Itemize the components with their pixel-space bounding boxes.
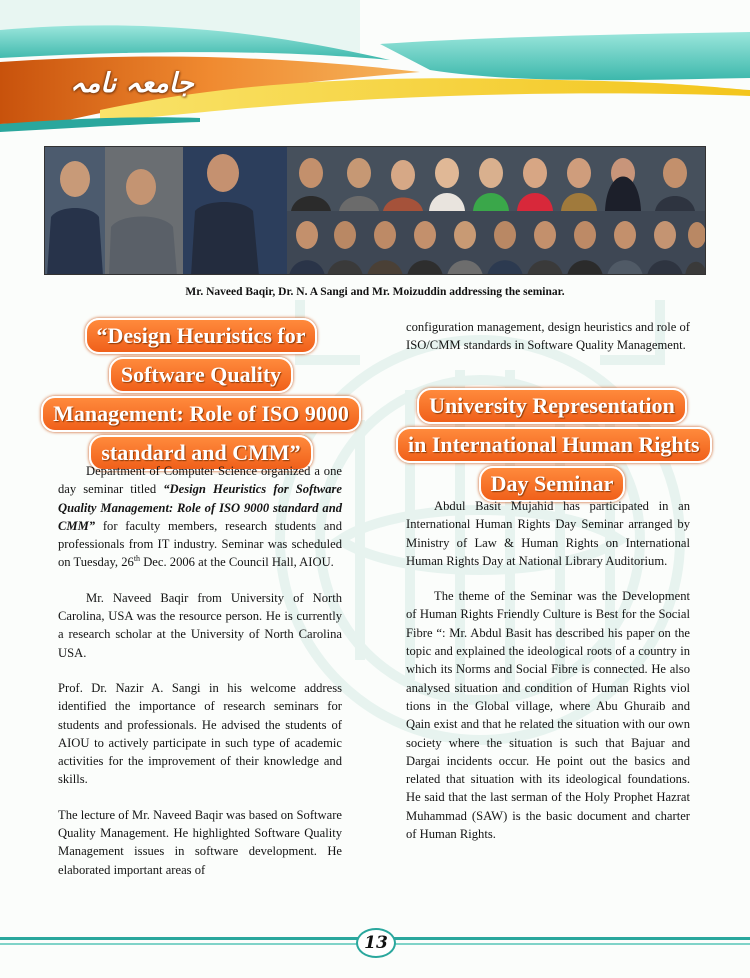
participants-photo — [45, 147, 706, 275]
masthead-logo-text: جامعہ نامہ — [70, 68, 194, 99]
article2-heading — [396, 388, 708, 505]
seminar-title-emphasis: “Design Heuristics for Software Quality Management: Role of ISO 9000 standard and CMM” — [58, 482, 342, 533]
article1-paragraph-2: Mr. Naveed Baqir from University of North Carolina, USA was the resource person. He is currently a research scholar at the University of North Carolina USA. — [58, 590, 342, 660]
article2-body — [406, 497, 690, 860]
article1-heading-line: Management: Role of ISO 9000 — [41, 396, 361, 432]
article2-paragraph-2: The theme of the Seminar was the Development of Human Rights Friendly Culture is Best for the Social Fibre “: Mr. Abdul Basit has described his paper on the topic and explained the ideological roots of a country in which its Norms and Social Fibre is connected. He also analysed situation and condition of Human Rights viol tions in the Global village, where Abu Ghuraib and Qain exist and that he related the situation with our own society where the situation is such that Bajuar and Dargai incidents occur. He point out the basics and related that situation with its ideological foundations. He said that the last serman of the Holy Prophet Hazrat Muhammad (SAW) is the basic document and charter of Human Rights. — [406, 589, 690, 842]
article2-heading-line: Day Seminar — [479, 466, 626, 502]
photo-caption: Mr. Naveed Baqir, Dr. N. A Sangi and Mr. Moizuddin addressing the seminar. — [185, 286, 565, 298]
article1-heading-line: “Design Heuristics for — [85, 318, 318, 354]
article1-paragraph-5: configuration management, design heuristics and role of ISO/CMM standards in Software Quality Management. — [406, 320, 690, 353]
article1-paragraph-3: Prof. Dr. Nazir A. Sangi in his welcome address identified the importance of research seminars for students and professionals. He advised the students of AIOU to actively participate in such type of academic activities for the improvement of their knowledge and skills. — [58, 680, 342, 787]
article1-paragraph-4: The lecture of Mr. Naveed Baqir was based on Software Quality Management. He highlighted Software Quality Management issues in software development. He elaborated important areas of — [58, 807, 342, 877]
article1-paragraph-1: Department of Computer Science organized a one day seminar titled “Design Heuristics for Software Quality Management: Role of ISO 9000 standard and CMM” for faculty members, research students and professionals from IT industry. Seminar was scheduled on Tuesday, 26th Dec. 2006 at the Council Hall, AIOU. — [58, 464, 342, 570]
article1-heading-line: standard and CMM” — [89, 435, 312, 471]
page-number: 13 — [356, 928, 396, 958]
article2-heading-line: in International Human Rights — [396, 427, 712, 463]
article1-heading-line: Software Quality — [109, 357, 293, 393]
article-body-right — [406, 318, 690, 367]
article1-heading — [36, 318, 366, 474]
article2-heading-line: University Representation — [417, 388, 687, 424]
seminar-photo-strip — [44, 146, 706, 275]
article2-paragraph-1: Abdul Basit Mujahid has participated in an International Human Rights Day Seminar arranged by Ministry of Law & Human Rights on International Human Rights Day at National Library Auditorium. — [406, 499, 690, 568]
article1-body-left — [58, 462, 342, 896]
